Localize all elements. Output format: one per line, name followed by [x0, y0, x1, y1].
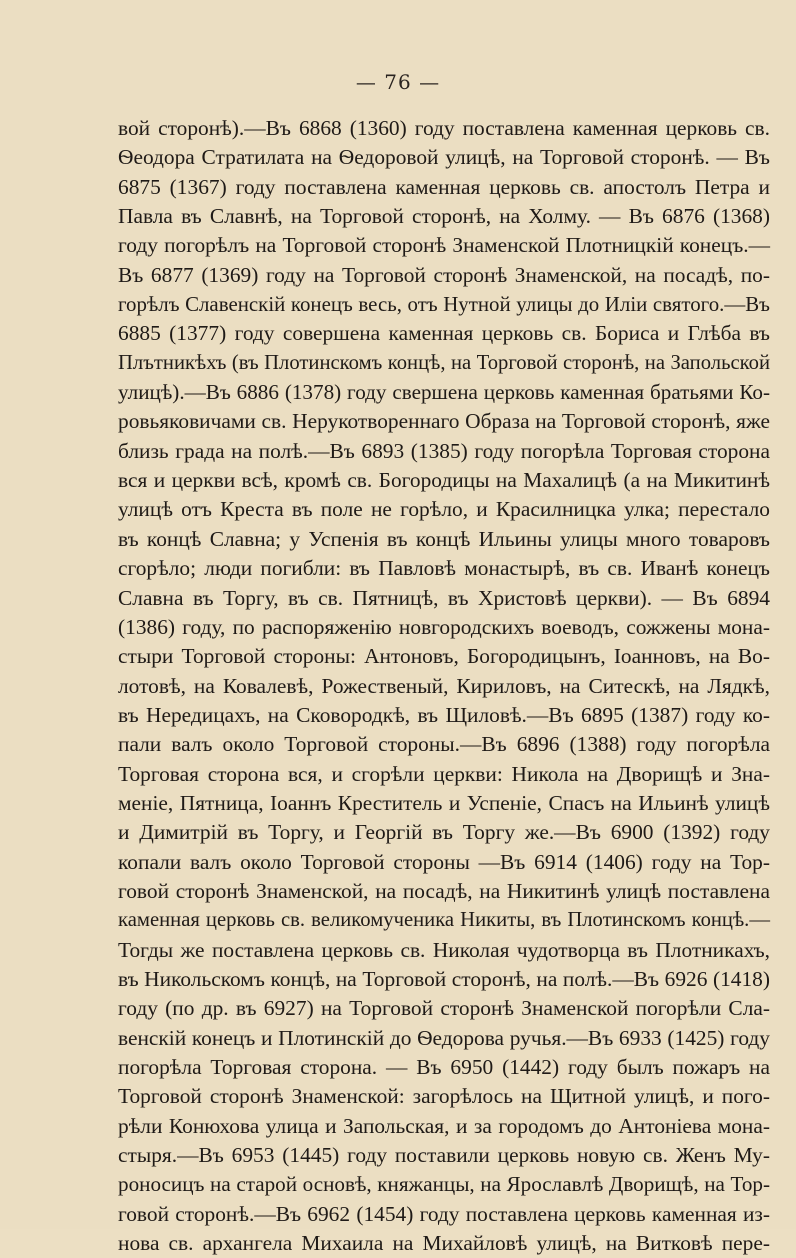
text-line: году погорѣлъ на Торговой сторонѣ Знаменской Плотницкій конецъ.— — [118, 233, 770, 258]
text-line: Славна въ Торгу, въ св. Пятницѣ, въ Христовѣ церкви). — Въ 6894 — [118, 585, 770, 610]
text-line: Плътникѣхъ (въ Плотинскомъ концѣ, на Торговой сторонѣ, на Запольской — [118, 351, 770, 374]
text-line: Тогды же поставлена церковь св. Николая чудотворца въ Плотникахъ, — [118, 937, 770, 962]
text-line: въ Никольскомъ концѣ, на Торговой сторонѣ, на полѣ.—Въ 6926 (1418) — [118, 966, 770, 991]
text-line: 6885 (1377) году совершена каменная церковь св. Бориса и Глѣба въ — [118, 321, 770, 346]
text-line: роносицъ на старой основѣ, княжанцы, на Ярославлѣ Дворищѣ, на Тор- — [118, 1172, 770, 1197]
body-text — [118, 114, 770, 1258]
text-line: говой сторонѣ.—Въ 6962 (1454) году поставлена церковь каменная из- — [118, 1201, 770, 1226]
text-line: копали валъ около Торговой стороны —Въ 6914 (1406) году на Тор- — [118, 849, 770, 874]
page-number: — 76 — — [355, 70, 441, 94]
text-line: ровьяковичами св. Нерукотвореннаго Образа на Торговой сторонѣ, яже — [118, 409, 770, 434]
text-line: нова св. архангела Михаила на Михайловѣ улицѣ, на Витковѣ пере- — [118, 1231, 770, 1256]
text-line: году (по др. въ 6927) на Торговой сторонѣ Знаменской погорѣли Сла- — [118, 996, 770, 1021]
text-line: улицѣ отъ Креста въ поле не горѣло, и Красилницка улка; перестало — [118, 497, 770, 522]
text-line: Павла въ Славнѣ, на Торговой сторонѣ, на Холму. — Въ 6876 (1368) — [118, 204, 770, 229]
text-line: Въ 6877 (1369) году на Торговой сторонѣ Знаменской, на посадѣ, по- — [118, 262, 770, 287]
text-line: погорѣла Торговая сторона. — Въ 6950 (1442) году былъ пожаръ на — [118, 1055, 770, 1079]
text-line: 6875 (1367) году поставлена каменная церковь св. апостолъ Петра и — [118, 174, 770, 199]
text-line: стыри Торговой стороны: Антоновъ, Богородицынъ, Іоанновъ, на Во- — [118, 644, 770, 669]
text-line: близь града на полѣ.—Въ 6893 (1385) году погорѣла Торговая сторона — [118, 438, 770, 463]
text-line: и Димитрій въ Торгу, и Георгій въ Торгу же.—Въ 6900 (1392) году — [118, 820, 770, 845]
text-line: вся и церкви всѣ, кромѣ св. Богородицы на Махалицѣ (а на Микитинѣ — [118, 468, 770, 493]
text-line: Торговой сторонѣ Знаменской: загорѣлось на Щитной улицѣ, и пого- — [118, 1084, 770, 1109]
text-line: говой сторонѣ Знаменской, на посадѣ, на Никитинѣ улицѣ поставлена — [118, 878, 770, 903]
text-line: меніе, Пятница, Іоаннъ Креститель и Успеніе, Спасъ на Ильинѣ улицѣ — [118, 790, 770, 815]
text-line: въ Нередицахъ, на Сковородкѣ, въ Щиловѣ.—Въ 6895 (1387) году ко- — [118, 702, 770, 727]
text-line: горѣлъ Славенскій конецъ весь, отъ Нутной улицы до Иліи святого.—Въ — [118, 292, 770, 317]
text-line: улицѣ).—Въ 6886 (1378) году свершена церковь каменная братьями Ко- — [118, 380, 770, 405]
text-line: стыря.—Въ 6953 (1445) году поставили церковь новую св. Женъ Му- — [118, 1143, 770, 1168]
text-line: венскій конецъ и Плотинскій до Ѳедорова ручья.—Въ 6933 (1425) году — [118, 1025, 770, 1050]
text-line: лотовѣ, на Ковалевѣ, Рожественый, Кириловъ, на Ситескѣ, на Лядкѣ, — [118, 673, 770, 698]
text-line: въ концѣ Славна; у Успенія въ концѣ Ильины улицы много товаровъ — [118, 526, 770, 551]
text-line: рѣли Конюхова улица и Запольская, и за городомъ до Антоніева мона- — [118, 1113, 770, 1138]
text-line: каменная церковь св. великомученика Никиты, въ Плотинскомъ концѣ.— — [118, 909, 770, 932]
text-line: пали валъ около Торговой стороны.—Въ 6896 (1388) году погорѣла — [118, 732, 770, 757]
text-line: Ѳеодора Стратилата на Ѳедоровой улицѣ, на Торговой сторонѣ. — Въ — [118, 145, 770, 170]
text-line: Торговая сторона вся, и сгорѣли церкви: Никола на Дворищѣ и Зна- — [118, 761, 770, 786]
text-line: (1386) году, по распоряженію новгородскихъ воеводъ, сожжены мона- — [118, 614, 770, 639]
text-line: вой сторонѣ).—Въ 6868 (1360) году поставлена каменная церковь св. — [118, 116, 770, 140]
text-line: сгорѣло; люди погибли: въ Павловѣ монастырѣ, въ св. Иванѣ конецъ — [118, 556, 770, 581]
